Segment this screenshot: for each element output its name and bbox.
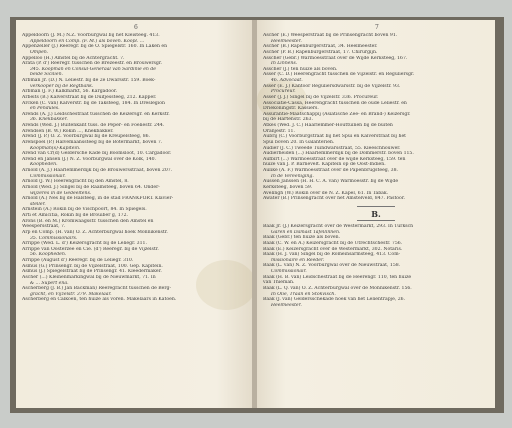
directory-entry-line: 46. Advocaat. — [271, 78, 303, 83]
directory-entry-line: Audierheiden (...) Haarlemmerdijk bij de Dommerstr. boven 115. — [263, 151, 414, 157]
directory-entry-line: Baak (H. J. van) Singel bij de Romeinsarmsteeg, 413. Com- — [263, 252, 401, 258]
directory-entry-line: & ... Supert ena. — [30, 280, 69, 286]
right-page-entries-b — [263, 224, 489, 308]
directory-entry-line: Ascher (...) Kleinenmarkingwal bij de Nieuwmarkt, 71. In — [22, 274, 156, 280]
directory-entry-line: Atkes (Wed. J. C.) Haarlemmer-Houttuinen bij de buiten — [263, 123, 393, 128]
directory-entry-line: missionaire en Reeder. — [271, 257, 325, 263]
directory-entry-line: Avelingh (W.) Rokin over de N. Z. Kapel, 61. In Tabak. — [263, 190, 389, 196]
directory-entry-line: Arbeits (B.) Kalverstraat bij de Duifjessteeg, 212. Kapper. — [22, 94, 157, 100]
directory-entry-line: Baak (Gebr.) ten huize als boven. — [263, 235, 341, 241]
directory-entry-line: bij de Hartenstr. 263. — [263, 117, 313, 123]
directory-entry-line: Baak (H. B. van) Leidschestraat bij de Heerengr. 110, ten huize — [263, 274, 412, 280]
directory-entry-line: Arends (A. J.) Leidschestraat tusschen de Keizersgr. en Kerkstr. — [22, 111, 170, 117]
directory-entry-line: Assurantie-Maatschappij (Asiatische Zee- en Brand-) Keizersgr. — [263, 111, 411, 117]
directory-entry-line: Arenspoel (P.) Halvemaanssteeg bij de Botermarkt, boven 7. — [22, 139, 163, 145]
directory-entry-line: Arend en Jansen (J.) N. Z. Voorburgwal over de Kolk, 140. — [22, 156, 157, 162]
directory-entry-line: Kerksteeg, boven 59. — [263, 184, 313, 190]
directory-entry-line: Asser (J. J.) Singel bij de Vijzelstr. 336. Procureur. — [263, 94, 379, 100]
directory-entry-line: Associatie-Cassa, Heerengracht tusschen de oude Leliestr. en — [263, 100, 407, 106]
directory-entry-line: Asser (C. D.) Heerengracht tusschen de Vijzelstr. en Reguliersgr. — [263, 72, 415, 78]
directory-entry-line: Appelloo (H.) Amstel bij de Achtergracht. 7. — [22, 55, 125, 61]
directory-entry-line: Arrippe (Wed. L. d') Keizersgracht bij de Leliegr. 311. — [22, 241, 147, 247]
directory-entry-line: In Olie, Traan en Stokvisch. — [271, 291, 336, 297]
directory-entry-line: Baak (E.) Keizersgracht over de Westermarkt, 302. Notaris. — [263, 246, 403, 252]
directory-entry-line: verkooper bij de Regtbank. — [30, 83, 94, 89]
directory-entry-line: Commissionair. — [271, 269, 307, 274]
directory-entry-line: 56. Koopheden. — [30, 252, 67, 258]
directory-entry-line: Baak Jr. (J.) Keizersgracht over de Westermarkt, 293. In Turksch — [263, 224, 414, 229]
directory-entry-line: Koopheden. — [30, 162, 58, 168]
directory-entry-line: Baak (C. W. en A.) Keizersgracht bij de Utrechtschestr. 756. — [263, 240, 403, 246]
directory-entry-line: Aussen Janssen (H. H. C. A. van) Warmoesstr. bij de Wijde — [263, 179, 399, 185]
left-page — [16, 20, 252, 408]
directory-entry-line: van Thieman. — [263, 280, 295, 286]
directory-entry-line: Baak (J. van) Geldersschekade hoek van het Lelientrapje, 26. — [263, 297, 406, 303]
directory-entry-line: Arata (P. d') Reeregr. tusschen de Brezeestr. en Brouwersgr. — [22, 61, 162, 67]
directory-entry-line: Arti et Amicitia, Rokin bij de Brouiber g, 172. — [22, 213, 128, 218]
directory-entry-line: Asmus (G.) Prinsengr. bij de Vijzelstraat, 100. Gep. Kapitein. — [22, 263, 163, 269]
directory-entry-line: Arnold (A.) Nes bij de Halsteeg, in de stad FRANKFORT. Klavier- — [22, 196, 174, 202]
directory-entry-line: steller. — [30, 201, 46, 207]
directory-entry-line: In de Vereeniging. — [271, 173, 314, 179]
directory-entry-line: Arend van Cr(d) Geldersche Kade bij Boomsloot, 10. Cargadoor. — [22, 151, 172, 157]
directory-entry-line: Appeldoorn (J. M.) N.Z. Voorburgwal bij het Kleisteeg. 413. — [22, 33, 160, 38]
directory-entry-line: Ascher (B.) Rapenburgerstraat, 34. Heelmeester. — [263, 44, 378, 50]
directory-entry-line: Arendsen (B. W.) Rokin ..., Knekbakker. — [22, 128, 114, 134]
section-letter: B. — [371, 209, 381, 219]
directory-entry-line: wijzeres in de Gedeeltens. — [30, 190, 92, 196]
directory-entry-line: Heelmeester. — [271, 302, 302, 308]
directory-entry-line: Ascher (E.) Weesperstraat bij de Prinsengracht boven 91. — [263, 33, 398, 38]
right-page-entries-a — [263, 33, 489, 202]
directory-entry-line: Arnold (A. J.) Haarlemmerdijk bij de Brouwersstraat, boven 207. — [22, 168, 173, 173]
directory-entry-line: 345. Koopman en Consul-Generaal van Sardinië en de — [30, 66, 157, 72]
directory-entry-line: Weespersstraat, 7. — [22, 224, 66, 230]
directory-entry-line: In Linnens. — [271, 61, 298, 67]
directory-entry-line: Ascherberg en Calkoen, ten huize als voren. Makelaars in Katoen. — [22, 297, 177, 303]
directory-entry-line: Appeldoorn en Comp. (F. M.) als boven. Koopl. ... — [30, 38, 145, 44]
left-page-entries — [22, 33, 246, 303]
directory-entry-line: 36. Knekbakker. — [30, 117, 68, 123]
directory-entry-line: Aubrij (C.) Voorburgstraat bij het Spui en Kalverstraat bij het — [263, 134, 407, 140]
directory-entry-line: Arcken (C. van) Kalverstr. bij de Taksteeg, 184. In Dreslegion — [22, 100, 165, 106]
directory-entry-line: Arbman Jr. (D.) N. Leliestr. bij de 2e Dwarsstr. 159. Boek- — [22, 78, 156, 83]
directory-entry-line: Ompen. — [30, 49, 49, 55]
directory-entry-line: Heelmeester. — [271, 38, 302, 44]
directory-entry-line: Driekoningstr. Kassiers. — [263, 106, 319, 112]
directory-entry-line: Asscher (J.) ten huize als boven. — [263, 66, 338, 72]
directory-entry-line: Procureur. — [271, 89, 296, 95]
directory-entry-line: Arrippe (August d') Reeregr. bij de Leliegr. 310. — [22, 258, 134, 263]
directory-entry-line: Arend (J. P.) O. Z. Voorburgwal bij de Kreupelsteeg, 86. — [22, 134, 151, 140]
right-page — [257, 20, 495, 408]
directory-entry-line: Arbman (J. F.) Kalkmarkt, 56. Kargadoor. — [22, 89, 118, 95]
directory-entry-line: Baak (L. Q. van) O. Z. Achterburgwal over de Monnikenstr. 156. — [263, 285, 412, 291]
directory-entry-line: Arrippe van Oosterzee en Cie. (d') Reeregr. bij de Vijzelstr. — [22, 246, 159, 252]
directory-entry-line: Awater (B.) Prinsengracht over het Amstelveld, 847. Pastoor. — [263, 196, 405, 202]
directory-entry-line: Appenzeller (J.) Reeregr. bij de O. Spiegelstr. 160. In Laken en — [22, 44, 168, 50]
directory-entry-line: beide Siciliën. — [30, 72, 63, 78]
directory-entry-line: en Pendules. — [30, 106, 60, 112]
directory-entry-line: Audier (J. C.) Tweede Tuindwarsstraat, 55. Kleeschhouwer. — [263, 145, 401, 151]
directory-entry-line: Arends (Wed. J.) Buitenkant tuss. de Peper- en Foeliestr. 244. — [22, 123, 165, 128]
directory-entry-line: Arons (B. en M.) Kromwaagsstr. tusschen den Amstel en — [22, 218, 154, 224]
directory-entry-line: Garen en Damast Tafellinnen. — [271, 229, 341, 235]
directory-entry-line: Oranjestr. 11. — [263, 128, 295, 134]
section-rule-bottom — [357, 220, 395, 221]
directory-entry-line: Baak (L. van) N. Z. Voorburgwal over de Nieuwstraat, 158. — [263, 263, 401, 269]
directory-entry-line: Asmus (J.) Spiegelstraat bij de Prinsengr. 41. Kleedermaker. — [22, 269, 162, 275]
directory-entry-line: Arnold (J. W.) Heerengracht bij den Amstel, 8. — [22, 179, 129, 185]
directory-entry-line: Arp en Comp. (H. van) O. Z. Achterburgwal hoek Monnikenstr. — [22, 229, 168, 235]
directory-entry-line: Ascherberg (J. B.) Jan Backman) Reeregracht tusschen de Berg- — [22, 286, 172, 292]
directory-entry-line: Arnstein (A.) Rokin bij de Vischpoort, 84. In Spiegels. — [22, 207, 147, 213]
directory-entry-line: Ascher (P. B.) Rapenburgerstraat, 17. Chirurgijn. — [263, 49, 378, 55]
directory-entry-line: Arnold (Wed. J.) Singel bij de Raamsteeg, boven 64. Onder- — [22, 184, 160, 190]
page-number-right: 7 — [375, 24, 379, 31]
directory-entry-line: Aulike (A. F.) Warmoesstraat over de Papenbrugsteeg, 38. — [263, 168, 398, 173]
section-rule-top — [357, 206, 395, 207]
book-spread — [10, 17, 504, 413]
directory-entry-line: Aufbirt (...) Warmoesstraat over de wijde Kerksteeg, 159. ten — [263, 156, 406, 162]
directory-entry-line: Commissionair. — [30, 173, 66, 179]
directory-entry-line: 35. Commissionairs. — [30, 235, 78, 241]
directory-entry-line: Koopman(s)-Kapitein. — [30, 145, 81, 151]
page-number-left: 6 — [134, 24, 138, 31]
directory-entry-line: huize van J. P. Barnevelt. Kapitein op de Oost-Indiën. — [263, 162, 386, 168]
directory-entry-line: gracht, en Vijzelstr. 379. Makelaar. — [30, 291, 112, 297]
directory-entry-line: Asscher (Gebr.) Warmoesstraat over de Wijde Kerksteeg, 167. — [263, 55, 408, 61]
directory-entry-line: Asser (E. J.) Kantoor Reguliersdwarsstr. bij de Vijzelstr. 93. — [263, 83, 401, 89]
directory-entry-line: Spui boven 20. In Galanterien. — [263, 139, 335, 145]
